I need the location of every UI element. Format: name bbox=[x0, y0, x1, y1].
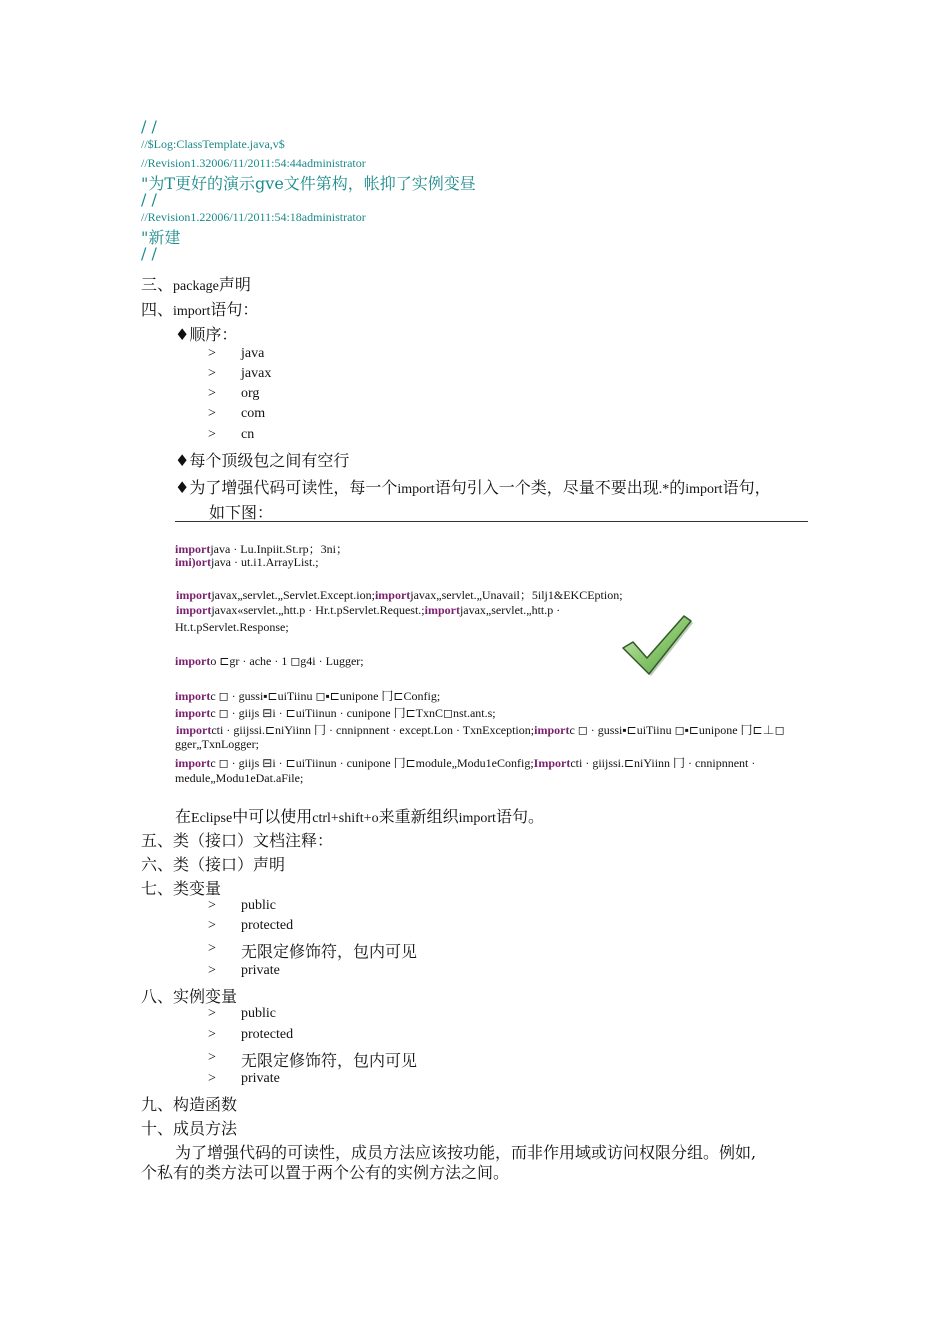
comment-line: //Revision1.22006/11/2011:54:18administrator bbox=[141, 210, 366, 224]
section-heading: 七、类变量 bbox=[141, 879, 222, 898]
section-heading: 四、import语句： bbox=[141, 300, 259, 319]
divider bbox=[175, 521, 808, 522]
section-heading: 八、实例变量 bbox=[141, 987, 238, 1006]
comment-line: //$Log:ClassTemplate.java,v$ bbox=[141, 137, 285, 151]
list-item: javax bbox=[241, 366, 272, 381]
section-heading: 九、构造函数 bbox=[141, 1095, 238, 1114]
code-line: importjavax„servlet.„Servlet.Except.ion;importjavax„servlet.„Unavail；5ilj1&EKCEption; bbox=[176, 588, 623, 602]
code-line: imi)ortjava · ut.i1.ArrayList.; bbox=[175, 555, 319, 569]
section-heading: 六、类（接口）声明 bbox=[141, 855, 286, 874]
list-item: protected bbox=[241, 918, 294, 933]
code-line: importjavax«servlet.„htt.p · Hr.t.pServlet.Request.;importjavax„servlet.„htt.p · bbox=[176, 603, 561, 617]
section-heading: 十、成员方法 bbox=[141, 1119, 238, 1138]
list-item: java bbox=[241, 346, 265, 361]
bullet-arrow: > bbox=[208, 406, 216, 421]
methods-paragraph: 为了增强代码的可读性，成员方法应该按功能，而非作用域或访问权限分组。例如, bbox=[175, 1143, 757, 1162]
section-heading: 五、类（接口）文档注释： bbox=[141, 831, 334, 850]
bullet-arrow: > bbox=[208, 1027, 216, 1042]
list-item: cn bbox=[241, 427, 255, 442]
bullet-arrow: > bbox=[208, 386, 216, 401]
list-item: org bbox=[241, 386, 260, 401]
comment-line: / / bbox=[141, 190, 157, 209]
code-line: importc ◻ · giijs ⊟i · ⊏uiTiinun · cunipone ⼌⊏TxnC◻nst.ant.s; bbox=[175, 706, 496, 720]
code-line: importc ◻ · gussi▪⊏uiTiinu ◻▪⊏unipone ⼌⊏Config; bbox=[175, 689, 441, 703]
code-line: importc ◻ · giijs ⊟i · ⊏uiTiinun · cunipone ⼌⊏module„Modu1eConfig;Importcti · giijssi.⊏niYiinn ⼌ · cnnipnnent · bbox=[175, 756, 756, 770]
bullet-arrow: > bbox=[208, 1050, 216, 1065]
bullet-arrow: > bbox=[208, 1071, 216, 1086]
list-item: protected bbox=[241, 1027, 294, 1042]
readability-rule-cont: 如下图： bbox=[209, 503, 274, 522]
list-item: private bbox=[241, 963, 280, 978]
code-line: importjava · Lu.Inpiit.St.rp；3ni； bbox=[175, 542, 348, 556]
section-heading: 三、package声明 bbox=[141, 275, 251, 294]
comment-line: "为T更好的演示gve文件第构，帐抑了实例变昼 bbox=[141, 174, 476, 193]
bullet-arrow: > bbox=[208, 898, 216, 913]
bullet-arrow: > bbox=[208, 427, 216, 442]
eclipse-note: 在Eclipse中可以使用ctrl+shift+o来重新组织import语句。 bbox=[175, 807, 544, 826]
bullet-arrow: > bbox=[208, 1006, 216, 1021]
list-item: public bbox=[241, 898, 276, 913]
import-order-label: ♦顺序： bbox=[175, 325, 238, 344]
bullet-arrow: > bbox=[208, 941, 216, 956]
methods-paragraph-cont: 个私有的类方法可以置于两个公有的实例方法之间。 bbox=[141, 1163, 510, 1182]
code-line: importcti · giijssi.⊏niYiinn ⼌ · cnnipnnent · except.Lon · TxnException;importc ◻ · gussi▪⊏uiTiinu ◻▪⊏unipone ⼌⊏⊥◻ bbox=[176, 723, 785, 737]
list-item: 无限定修饰符，包内可见 bbox=[241, 1051, 418, 1070]
comment-line: / / bbox=[141, 117, 157, 136]
code-line: Ht.t.pServlet.Response; bbox=[175, 620, 289, 634]
code-line: gger„TxnLogger; bbox=[175, 737, 259, 751]
checkmark-icon bbox=[620, 612, 694, 678]
bullet-arrow: > bbox=[208, 366, 216, 381]
code-line: medule„Modu1eDat.aFile; bbox=[175, 771, 304, 785]
bullet-arrow: > bbox=[208, 963, 216, 978]
list-item: 无限定修饰符，包内可见 bbox=[241, 942, 418, 961]
readability-rule: ♦为了增强代码可读性，每一个import语句引入一个类，尽量不要出现.*的import语句， bbox=[175, 478, 771, 497]
list-item: public bbox=[241, 1006, 276, 1021]
list-item: com bbox=[241, 406, 266, 421]
list-item: private bbox=[241, 1071, 280, 1086]
comment-line: //Revision1.32006/11/2011:54:44administrator bbox=[141, 156, 366, 170]
bullet-arrow: > bbox=[208, 346, 216, 361]
comment-line: "新建 bbox=[141, 228, 181, 247]
comment-line: / / bbox=[141, 244, 157, 263]
bullet-arrow: > bbox=[208, 918, 216, 933]
code-line: importo ⊏gr · ache · 1 ◻g4i · Lugger; bbox=[175, 654, 364, 668]
blank-line-rule: ♦每个顶级包之间有空行 bbox=[175, 451, 350, 470]
